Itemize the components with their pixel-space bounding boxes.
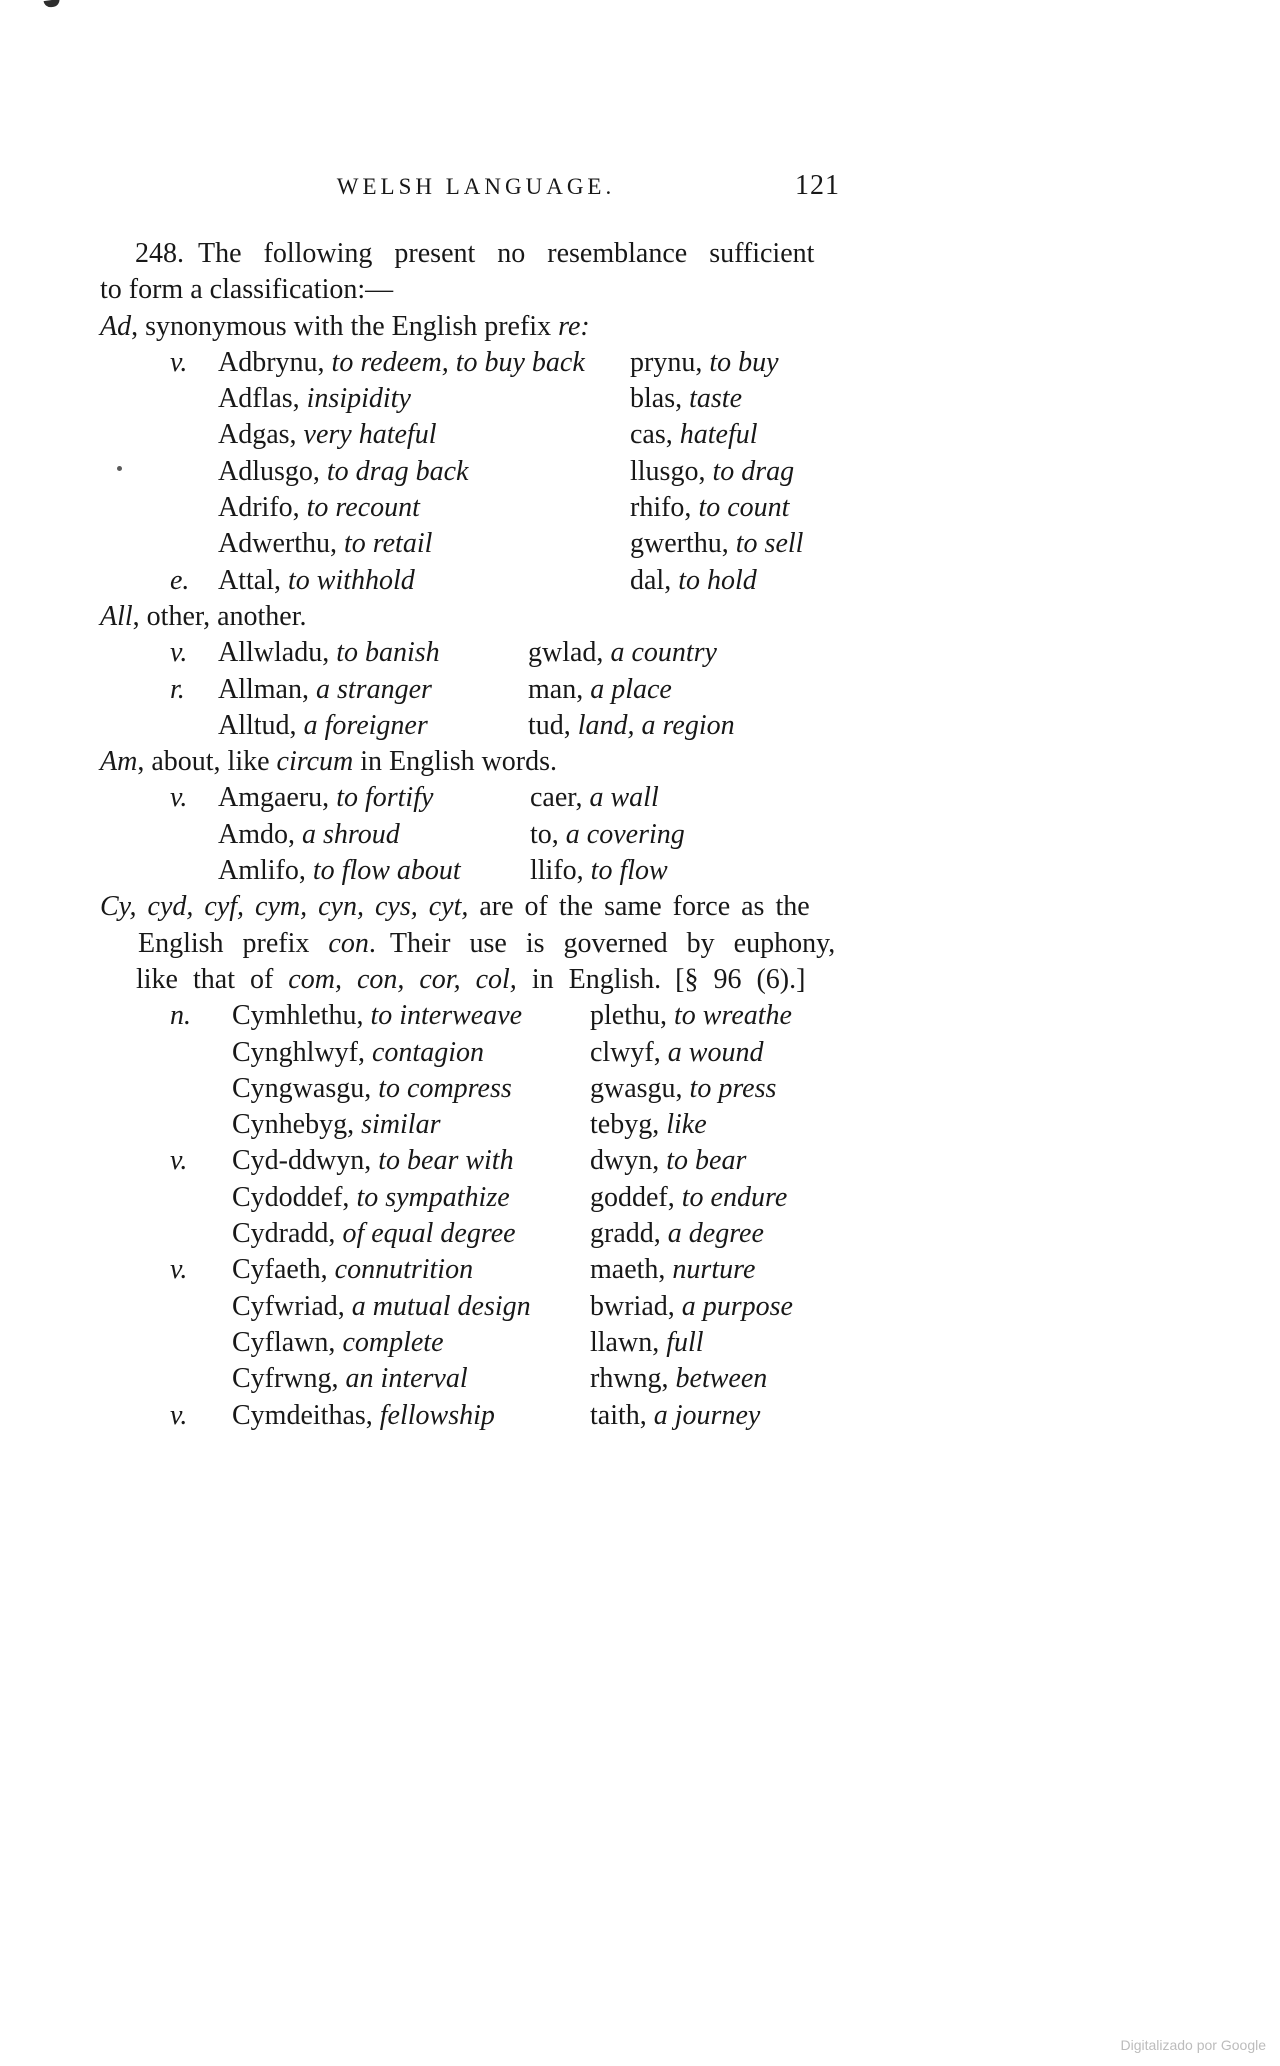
welsh-word: Amgaeru, <box>218 782 330 814</box>
welsh-word: Attal, <box>218 564 281 596</box>
dictionary-entry-row <box>100 417 852 453</box>
root-word: rhifo, <box>630 492 692 524</box>
part-of-speech-marker <box>100 1071 232 1107</box>
root-word-cell <box>590 998 792 1034</box>
dictionary-entry-row <box>100 672 852 708</box>
derived-word-cell <box>232 1071 590 1107</box>
root-meaning: to wreathe <box>674 1000 792 1032</box>
word-meaning: to sympathize <box>356 1181 510 1213</box>
page-number: 121 <box>795 170 840 201</box>
welsh-word: Allman, <box>218 673 309 705</box>
digitization-watermark: Digitalizado por Google <box>1120 2037 1266 2053</box>
derived-word-cell <box>218 526 630 562</box>
root-word-cell <box>590 1143 746 1179</box>
derived-word-cell <box>218 454 630 490</box>
part-of-speech-marker <box>100 381 218 417</box>
root-word: maeth, <box>590 1254 666 1286</box>
dictionary-entry-row <box>100 1398 852 1434</box>
root-word-cell <box>590 1289 793 1325</box>
text-segment: , about, like <box>137 746 277 778</box>
root-meaning: a wall <box>589 782 659 814</box>
derived-word-cell <box>232 1035 590 1071</box>
section-ad <box>100 309 852 599</box>
root-word-cell <box>590 1107 707 1143</box>
word-meaning: insipidity <box>306 383 411 415</box>
text-line <box>100 889 852 925</box>
welsh-word: Cynhebyg, <box>232 1109 355 1141</box>
root-word-cell <box>630 454 794 490</box>
text-line <box>100 926 852 962</box>
derived-word-cell <box>218 853 530 889</box>
dictionary-entry-row <box>100 563 852 599</box>
word-meaning: a foreigner <box>303 709 428 741</box>
root-meaning: full <box>666 1326 704 1358</box>
root-word-cell <box>590 1216 764 1252</box>
part-of-speech-marker <box>100 1180 232 1216</box>
root-meaning: to endure <box>681 1181 788 1213</box>
section-all-entries <box>100 635 852 744</box>
derived-word-cell <box>232 998 590 1034</box>
part-of-speech-marker <box>100 1325 232 1361</box>
text-segment: , synonymous with the English prefix <box>131 310 559 342</box>
root-word: clwyf, <box>590 1036 661 1068</box>
welsh-word: Adbrynu, <box>218 346 325 378</box>
part-of-speech-marker: v. <box>170 1254 188 1286</box>
word-meaning: to banish <box>336 637 440 669</box>
root-word: dwyn, <box>590 1145 660 1177</box>
root-word: plethu, <box>590 1000 667 1032</box>
root-word: llifo, <box>530 855 584 887</box>
welsh-word: Cyfrwng, <box>232 1363 339 1395</box>
root-word: gradd, <box>590 1218 661 1250</box>
root-word-cell <box>530 853 668 889</box>
root-word-cell <box>528 708 735 744</box>
welsh-word: Cynghlwyf, <box>232 1036 365 1068</box>
dictionary-entry-row <box>100 381 852 417</box>
word-meaning: to fortify <box>336 782 434 814</box>
text-line <box>100 236 852 272</box>
section-all-lead <box>100 599 852 635</box>
root-meaning: to press <box>689 1072 777 1104</box>
root-word: taith, <box>590 1399 647 1431</box>
word-meaning: to redeem, to buy back <box>331 346 585 378</box>
dictionary-entry-row <box>100 1143 852 1179</box>
part-of-speech-marker: v. <box>170 1145 188 1177</box>
word-meaning: very hateful <box>303 419 437 451</box>
dictionary-entry-row <box>100 1035 852 1071</box>
word-meaning: to withhold <box>288 564 415 596</box>
part-of-speech-marker <box>100 817 218 853</box>
derived-word-cell <box>232 1107 590 1143</box>
text-line <box>100 599 852 635</box>
derived-word-cell <box>218 490 630 526</box>
root-word-cell <box>590 1398 760 1434</box>
welsh-word: Adgas, <box>218 419 297 451</box>
section-am <box>100 744 852 889</box>
welsh-word: Amlifo, <box>218 855 306 887</box>
root-word: llawn, <box>590 1326 660 1358</box>
welsh-word: Cyngwasgu, <box>232 1072 372 1104</box>
part-of-speech-marker <box>100 526 218 562</box>
derived-word-cell <box>218 672 528 708</box>
dictionary-entry-row <box>100 998 852 1034</box>
part-of-speech-marker: e. <box>170 564 190 596</box>
word-meaning: complete <box>342 1326 444 1358</box>
text-segment: con <box>328 927 369 959</box>
root-meaning: taste <box>689 383 742 415</box>
root-word: goddef, <box>590 1181 675 1213</box>
root-meaning: land, a region <box>577 709 735 741</box>
root-word-cell <box>528 672 672 708</box>
root-word-cell <box>590 1325 704 1361</box>
part-of-speech-marker <box>100 1107 232 1143</box>
text-line <box>100 744 852 780</box>
root-word-cell <box>630 345 779 381</box>
part-of-speech-marker: v. <box>170 346 188 378</box>
root-word-cell <box>590 1071 776 1107</box>
welsh-word: Cymhlethu, <box>232 1000 364 1032</box>
root-meaning: to bear <box>666 1145 747 1177</box>
root-word: blas, <box>630 383 683 415</box>
root-word: man, <box>528 673 584 705</box>
root-meaning: a country <box>610 637 717 669</box>
derived-word-cell <box>218 345 630 381</box>
root-meaning: between <box>675 1363 768 1395</box>
welsh-word: Cyd-ddwyn, <box>232 1145 372 1177</box>
word-meaning: to retail <box>343 528 433 560</box>
section-cy-lead <box>100 889 852 998</box>
root-word: cas, <box>630 419 673 451</box>
root-word: rhwng, <box>590 1363 669 1395</box>
root-meaning: to flow <box>590 855 668 887</box>
dictionary-entry-row <box>100 1325 852 1361</box>
derived-word-cell <box>218 708 528 744</box>
word-meaning: to drag back <box>326 455 469 487</box>
welsh-word: Alltud, <box>218 709 297 741</box>
text-segment: Am <box>100 746 138 778</box>
dictionary-entry-row <box>100 526 852 562</box>
dictionary-entry-row <box>100 635 852 671</box>
dictionary-entry-row <box>100 490 852 526</box>
welsh-word: Cyfaeth, <box>232 1254 328 1286</box>
word-meaning: a stranger <box>316 673 432 705</box>
root-word-cell <box>630 381 742 417</box>
text-segment: in English. [§ 96 (6).] <box>516 963 806 995</box>
derived-word-cell <box>218 417 630 453</box>
derived-word-cell <box>232 1252 590 1288</box>
root-word-cell <box>590 1035 763 1071</box>
welsh-word: Adrifo, <box>218 492 300 524</box>
section-all <box>100 599 852 744</box>
root-meaning: a wound <box>667 1036 764 1068</box>
welsh-word: Cymdeithas, <box>232 1399 373 1431</box>
word-meaning: of equal degree <box>342 1218 516 1250</box>
word-meaning: similar <box>361 1109 441 1141</box>
part-of-speech-marker <box>100 1289 232 1325</box>
root-meaning: a degree <box>667 1218 764 1250</box>
welsh-word: Cyfwriad, <box>232 1290 345 1322</box>
scan-artifact <box>44 0 61 8</box>
derived-word-cell <box>232 1216 590 1252</box>
dictionary-entry-row <box>100 1107 852 1143</box>
part-of-speech-marker <box>100 417 218 453</box>
page-header <box>100 168 852 204</box>
root-word: to, <box>530 818 559 850</box>
text-segment: 248. The following present no resemblance sufficient <box>135 238 815 269</box>
text-segment: circum <box>276 746 354 778</box>
text-segment: to form a classification:— <box>100 274 394 306</box>
root-meaning: a place <box>590 673 672 705</box>
part-of-speech-marker <box>100 708 218 744</box>
welsh-word: Amdo, <box>218 818 295 850</box>
derived-word-cell <box>232 1361 590 1397</box>
welsh-word: Adlusgo, <box>218 455 320 487</box>
derived-word-cell <box>218 817 530 853</box>
text-segment: Ad <box>100 310 132 342</box>
root-word-cell <box>528 635 717 671</box>
root-meaning: to buy <box>709 346 779 378</box>
text-segment: com, con, cor, col, <box>288 963 517 995</box>
dictionary-entry-row <box>100 1252 852 1288</box>
derived-word-cell <box>218 635 528 671</box>
running-title: WELSH LANGUAGE. <box>336 174 616 199</box>
word-meaning: to flow about <box>312 855 461 887</box>
text-segment: like that of <box>136 963 289 995</box>
part-of-speech-marker: n. <box>170 1000 191 1032</box>
root-meaning: a covering <box>565 818 685 850</box>
derived-word-cell <box>232 1325 590 1361</box>
dictionary-entry-row <box>100 454 852 490</box>
welsh-word: Adwerthu, <box>218 528 337 560</box>
dictionary-entry-row <box>100 1216 852 1252</box>
text-segment: . Their use is governed by euphony, <box>368 927 836 959</box>
derived-word-cell <box>218 381 630 417</box>
welsh-word: Cyflawn, <box>232 1326 336 1358</box>
root-meaning: to sell <box>735 528 804 560</box>
root-word: dal, <box>630 564 672 596</box>
root-meaning: to count <box>698 492 790 524</box>
dictionary-entry-row <box>100 853 852 889</box>
text-line <box>100 272 852 308</box>
text-segment: , other, another. <box>132 600 307 632</box>
word-meaning: an interval <box>345 1363 468 1395</box>
word-meaning: to recount <box>306 492 420 524</box>
root-word: bwriad, <box>590 1290 675 1322</box>
section-ad-entries <box>100 345 852 599</box>
section-ad-lead <box>100 309 852 345</box>
word-meaning: a shroud <box>302 818 400 850</box>
page-content <box>100 168 852 1434</box>
text-line <box>100 962 852 998</box>
derived-word-cell <box>218 563 630 599</box>
text-segment: All <box>100 600 133 632</box>
derived-word-cell <box>232 1398 590 1434</box>
dictionary-entry-row <box>100 708 852 744</box>
dictionary-entry-row <box>100 1180 852 1216</box>
text-segment: Cy, cyd, cyf, cym, cyn, cys, cyt, <box>100 891 469 923</box>
part-of-speech-marker: r. <box>170 673 185 705</box>
dictionary-entry-row <box>100 780 852 816</box>
word-meaning: to interweave <box>370 1000 523 1032</box>
word-meaning: connutrition <box>334 1254 474 1286</box>
root-meaning: to drag <box>712 455 795 487</box>
root-meaning: to hold <box>678 564 757 596</box>
part-of-speech-marker <box>100 454 218 490</box>
part-of-speech-marker <box>100 1216 232 1252</box>
section-cy <box>100 889 852 1433</box>
root-word-cell <box>630 417 758 453</box>
dictionary-entry-row <box>100 817 852 853</box>
part-of-speech-marker <box>100 1035 232 1071</box>
part-of-speech-marker: v. <box>170 1399 188 1431</box>
part-of-speech-marker: v. <box>170 637 188 669</box>
welsh-word: Cydradd, <box>232 1218 336 1250</box>
root-word-cell <box>530 780 659 816</box>
dictionary-entry-row <box>100 345 852 381</box>
root-word-cell <box>630 563 757 599</box>
derived-word-cell <box>232 1180 590 1216</box>
root-word-cell <box>630 490 789 526</box>
root-meaning: hateful <box>679 419 758 451</box>
root-word-cell <box>590 1180 787 1216</box>
welsh-word: Allwladu, <box>218 637 330 669</box>
text-line <box>100 309 852 345</box>
word-meaning: a mutual design <box>351 1290 531 1322</box>
dictionary-entry-row <box>100 1289 852 1325</box>
part-of-speech-marker: v. <box>170 782 188 814</box>
text-segment: in English words. <box>353 746 558 778</box>
root-meaning: like <box>666 1109 707 1141</box>
derived-word-cell <box>218 780 530 816</box>
text-segment: re: <box>558 310 590 342</box>
root-word: caer, <box>530 782 583 814</box>
dictionary-entry-row <box>100 1361 852 1397</box>
root-word: gwlad, <box>528 637 604 669</box>
word-meaning: contagion <box>372 1036 484 1068</box>
section-am-lead <box>100 744 852 780</box>
root-meaning: nurture <box>672 1254 756 1286</box>
root-word: llusgo, <box>630 455 706 487</box>
derived-word-cell <box>232 1289 590 1325</box>
text-segment: are of the same force as the <box>468 891 810 923</box>
word-meaning: to compress <box>378 1072 512 1104</box>
root-word: gwerthu, <box>630 528 729 560</box>
root-word-cell <box>630 526 803 562</box>
part-of-speech-marker <box>100 853 218 889</box>
root-word-cell <box>530 817 685 853</box>
root-word-cell <box>590 1361 767 1397</box>
word-meaning: fellowship <box>379 1399 495 1431</box>
paragraph-248 <box>100 236 852 309</box>
part-of-speech-marker <box>100 1361 232 1397</box>
section-am-entries <box>100 780 852 889</box>
derived-word-cell <box>232 1143 590 1179</box>
word-meaning: to bear with <box>378 1145 514 1177</box>
root-word: tud, <box>528 709 571 741</box>
root-word-cell <box>590 1252 755 1288</box>
welsh-word: Cydoddef, <box>232 1181 350 1213</box>
root-meaning: a journey <box>653 1399 761 1431</box>
section-cy-entries <box>100 998 852 1434</box>
part-of-speech-marker <box>100 490 218 526</box>
root-word: tebyg, <box>590 1109 660 1141</box>
root-word: prynu, <box>630 346 703 378</box>
root-meaning: a purpose <box>681 1290 793 1322</box>
welsh-word: Adflas, <box>218 383 300 415</box>
dictionary-entry-row <box>100 1071 852 1107</box>
root-word: gwasgu, <box>590 1072 683 1104</box>
text-segment: English prefix <box>138 927 329 959</box>
